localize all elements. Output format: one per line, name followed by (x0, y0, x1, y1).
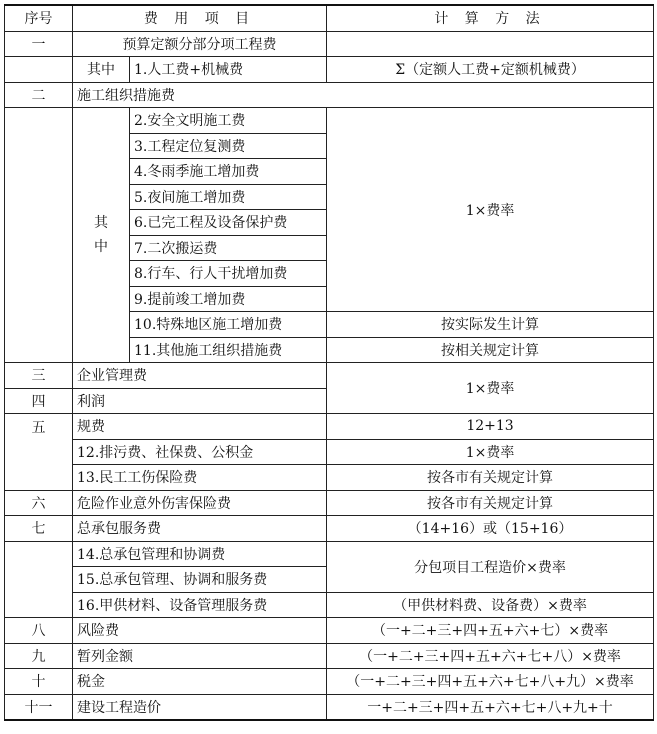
method-cell: （14+16）或（15+16） (327, 516, 654, 542)
item-cell: 9.提前竣工增加费 (130, 286, 327, 312)
item-cell: 5.夜间施工增加费 (130, 184, 327, 210)
table-row (5, 414, 654, 440)
table-row (5, 643, 654, 669)
sub-label-cell: 其中 (73, 57, 130, 83)
seq-cell (5, 541, 73, 567)
item-cell: 4.冬雨季施工增加费 (130, 159, 327, 185)
method-cell: 12+13 (327, 414, 654, 440)
table-row (5, 363, 654, 389)
item-cell: 3.工程定位复测费 (130, 133, 327, 159)
item-cell: 7.二次搬运费 (130, 235, 327, 261)
method-cell: 按实际发生计算 (327, 312, 654, 338)
seq-cell: 七 (5, 516, 73, 542)
item-cell: 税金 (73, 669, 327, 695)
table-row (5, 57, 654, 83)
seq-cell: 五 (5, 414, 73, 440)
method-cell (327, 31, 654, 57)
table-row (5, 465, 654, 491)
item-cell: 风险费 (73, 618, 327, 644)
table-row (5, 694, 654, 720)
header-row (5, 5, 654, 31)
item-cell: 建设工程造价 (73, 694, 327, 720)
table-row (5, 108, 654, 134)
table-row (5, 490, 654, 516)
header-item: 费 用 项 目 (73, 5, 327, 31)
method-cell: （一+二+三+四+五+六+七+八）×费率 (327, 643, 654, 669)
item-cell: 6.已完工程及设备保护费 (130, 210, 327, 236)
seq-cell: 三 (5, 363, 73, 389)
item-cell: 13.民工工伤保险费 (73, 465, 327, 491)
item-cell: 12.排污费、社保费、公积金 (73, 439, 327, 465)
item-cell: 企业管理费 (73, 363, 327, 389)
table-row (5, 439, 654, 465)
seq-cell: 八 (5, 618, 73, 644)
seq-cell: 十一 (5, 694, 73, 720)
item-cell: 15.总承包管理、协调和服务费 (73, 567, 327, 593)
header-seq: 序号 (5, 5, 73, 31)
seq-cell (5, 592, 73, 618)
item-cell: 8.行车、行人干扰增加费 (130, 261, 327, 287)
item-cell: 暂列金额 (73, 643, 327, 669)
method-cell: （甲供材料费、设备费）×费率 (327, 592, 654, 618)
method-cell: 分包项目工程造价×费率 (327, 541, 654, 592)
item-cell: 16.甲供材料、设备管理服务费 (73, 592, 327, 618)
method-cell: 一+二+三+四+五+六+七+八+九+十 (327, 694, 654, 720)
seq-cell: 四 (5, 388, 73, 414)
method-cell: 1×费率 (327, 439, 654, 465)
item-cell: 预算定额分部分项工程费 (73, 31, 327, 57)
header-method: 计 算 方 法 (327, 5, 654, 31)
table-row (5, 541, 654, 567)
method-cell: Σ（定额人工费+定额机械费） (327, 57, 654, 83)
method-cell: 按相关规定计算 (327, 337, 654, 363)
seq-cell (5, 567, 73, 593)
method-cell: （一+二+三+四+五+六+七+八+九）×费率 (327, 669, 654, 695)
table-row (5, 82, 654, 108)
method-cell: 按各市有关规定计算 (327, 465, 654, 491)
item-cell: 危险作业意外伤害保险费 (73, 490, 327, 516)
method-cell: 1×费率 (327, 108, 654, 312)
seq-cell: 九 (5, 643, 73, 669)
fee-calculation-table (4, 4, 654, 721)
method-cell (327, 82, 654, 108)
sub-label-char: 其 (94, 215, 108, 231)
item-cell: 总承包服务费 (73, 516, 327, 542)
sub-label-char: 中 (94, 239, 108, 255)
sub-label-cell (73, 108, 130, 363)
table-row (5, 31, 654, 57)
seq-cell (5, 57, 73, 83)
seq-cell: 二 (5, 82, 73, 108)
item-cell: 利润 (73, 388, 327, 414)
table-row (5, 516, 654, 542)
seq-cell: 十 (5, 669, 73, 695)
item-cell: 规费 (73, 414, 327, 440)
item-cell: 14.总承包管理和协调费 (73, 541, 327, 567)
seq-cell (5, 108, 73, 363)
seq-cell (5, 465, 73, 491)
item-cell: 10.特殊地区施工增加费 (130, 312, 327, 338)
method-cell: 1×费率 (327, 363, 654, 414)
seq-cell: 一 (5, 31, 73, 57)
item-cell: 1.人工费+机械费 (130, 57, 327, 83)
method-cell: （一+二+三+四+五+六+七）×费率 (327, 618, 654, 644)
table-row (5, 669, 654, 695)
item-cell: 2.安全文明施工费 (130, 108, 327, 134)
method-cell: 按各市有关规定计算 (327, 490, 654, 516)
table-row (5, 618, 654, 644)
seq-cell: 六 (5, 490, 73, 516)
item-cell: 11.其他施工组织措施费 (130, 337, 327, 363)
table-row (5, 592, 654, 618)
item-cell: 施工组织措施费 (73, 82, 327, 108)
seq-cell (5, 439, 73, 465)
